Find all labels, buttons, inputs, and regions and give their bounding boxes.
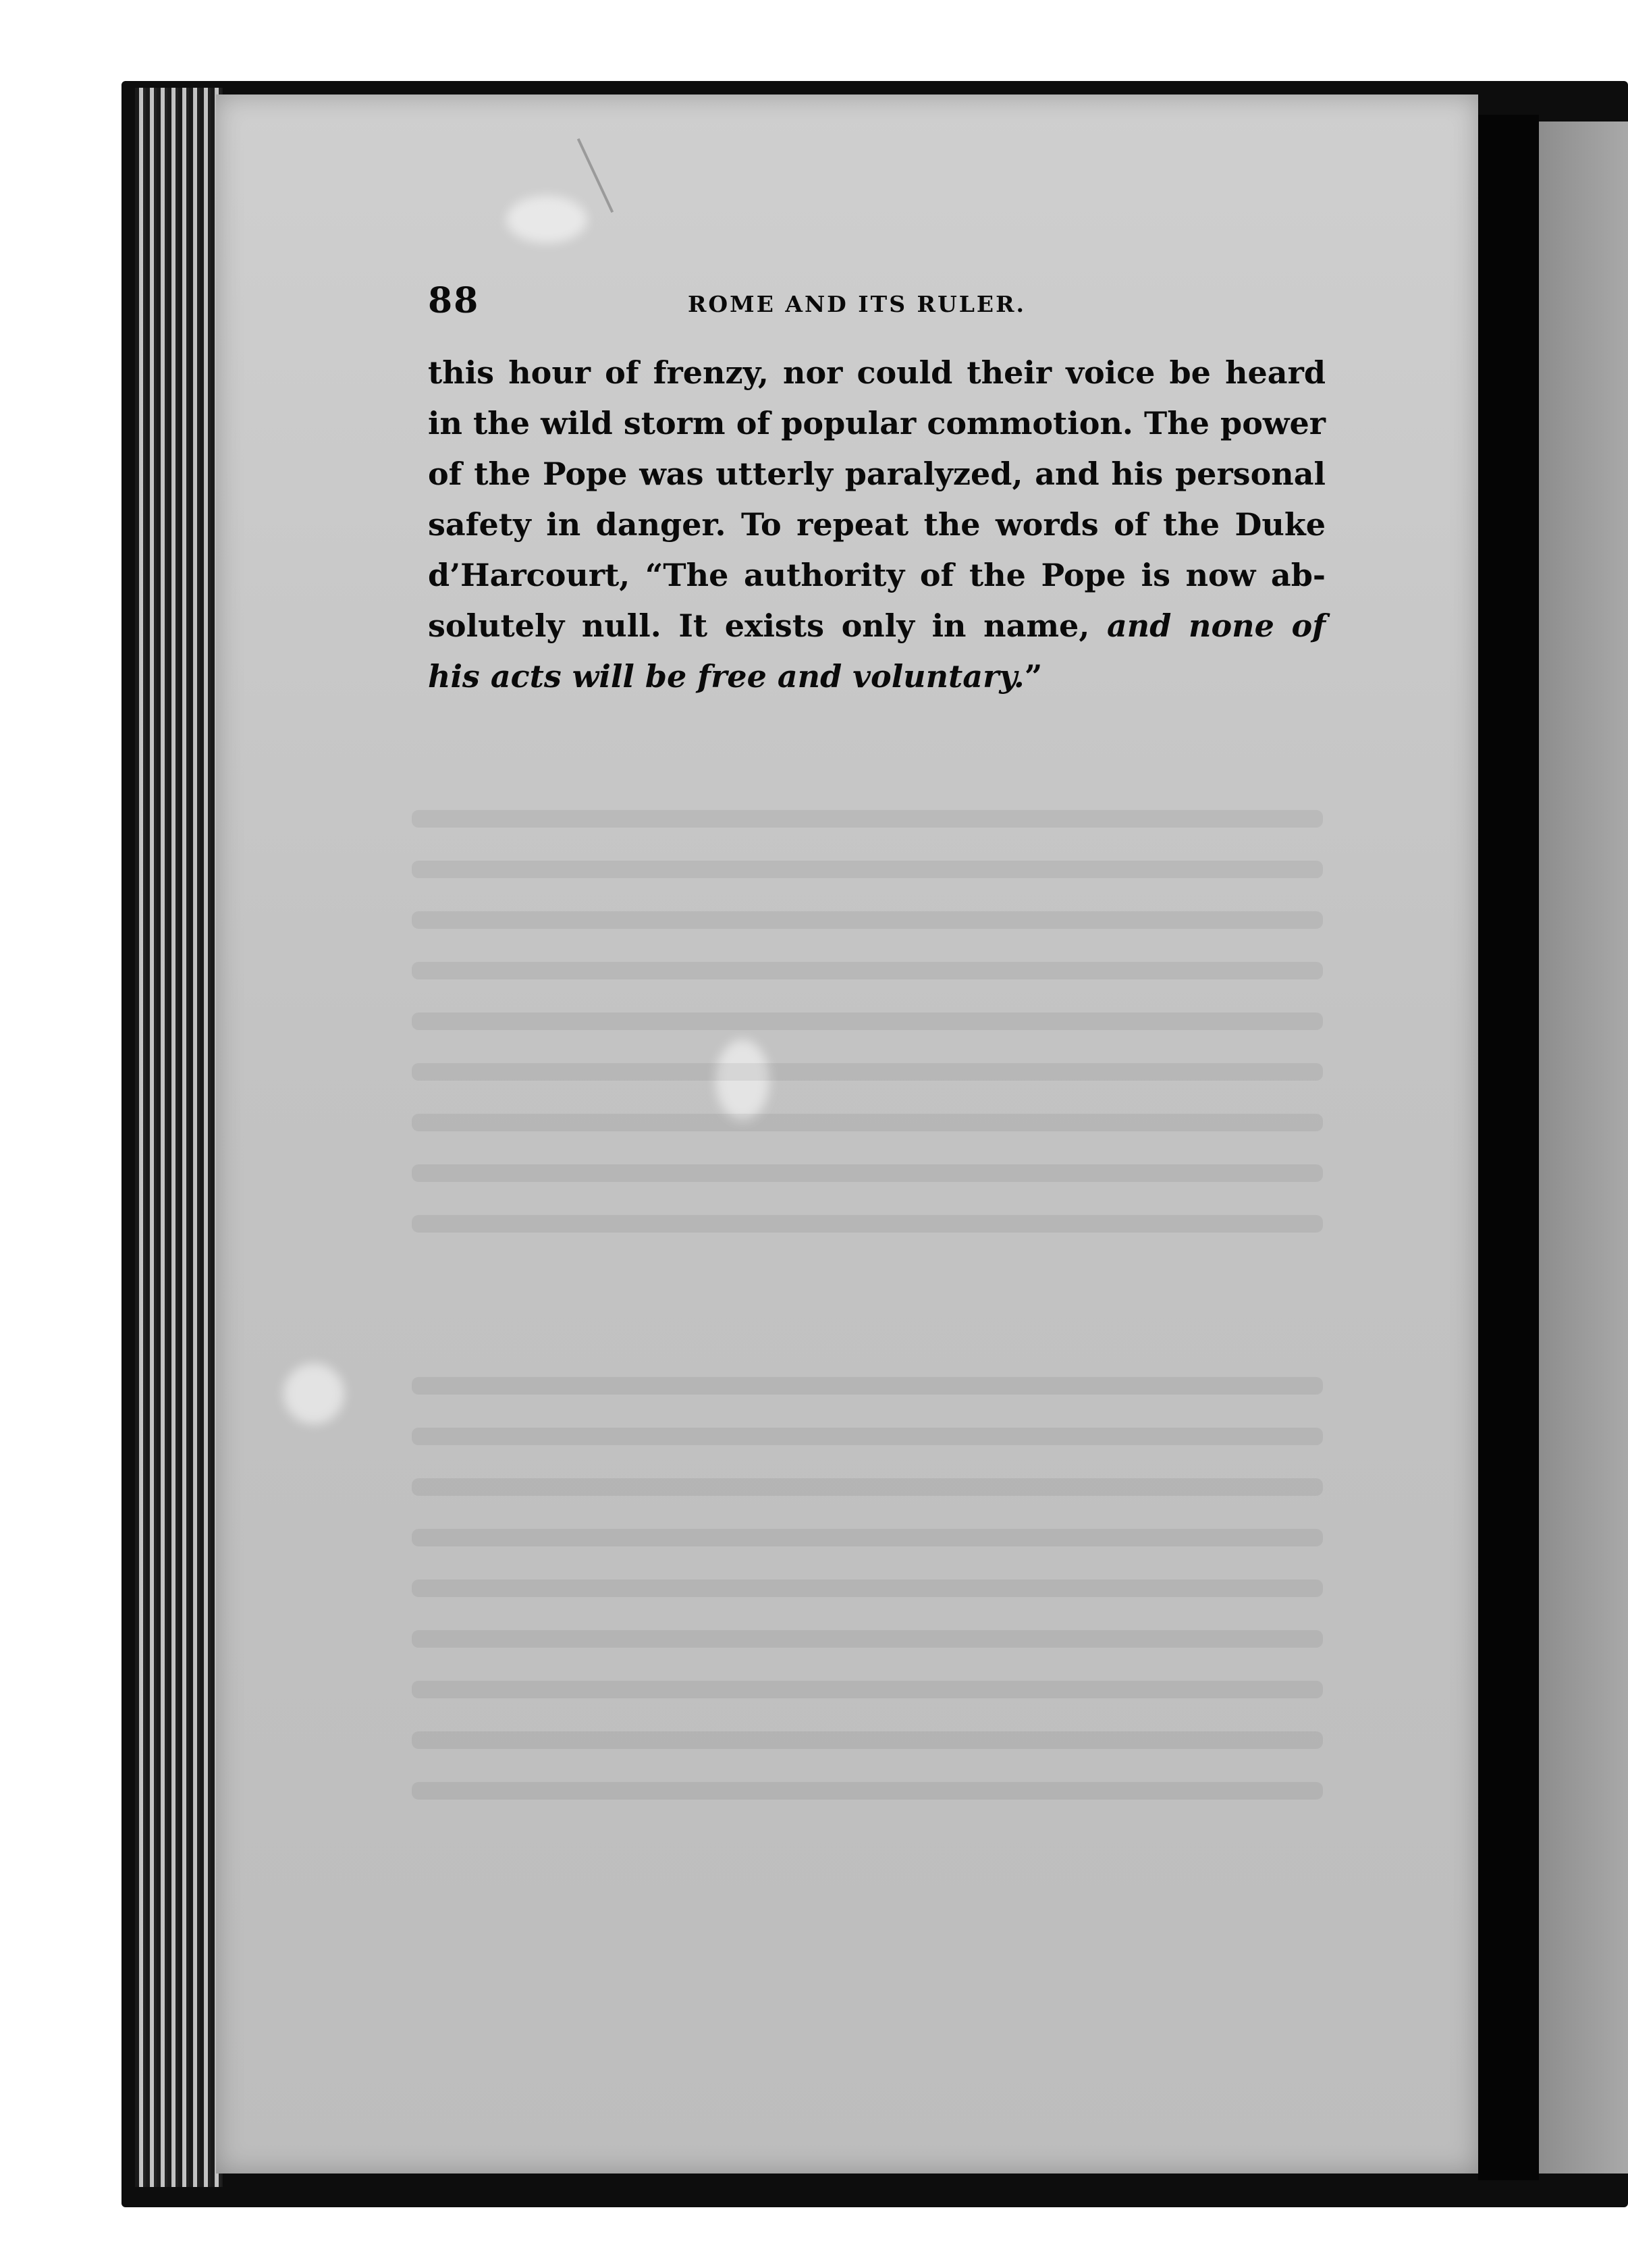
- text-roman: solutely null. It exists only in name,: [428, 608, 1107, 644]
- show-through-line: [412, 911, 1323, 929]
- text-line: [428, 651, 1326, 702]
- text-italic: and none of: [1107, 608, 1326, 644]
- film-scratch: [577, 138, 614, 213]
- text-line: [428, 601, 1326, 651]
- show-through-line: [412, 962, 1323, 979]
- show-through-line: [412, 1215, 1323, 1233]
- text-line: safety in danger. To repeat the words of the Duke: [428, 506, 1326, 543]
- text-line: of the Pope was utterly paralyzed, and his personal: [428, 456, 1326, 492]
- running-head-title: ROME AND ITS RULER.: [688, 291, 1027, 317]
- show-through-line: [412, 1630, 1323, 1648]
- light-speck: [506, 196, 587, 243]
- show-through-line: [412, 1063, 1323, 1081]
- show-through-line: [412, 810, 1323, 828]
- text-line: in the wild storm of popular commotion. The power: [428, 405, 1326, 441]
- show-through-line: [412, 1114, 1323, 1131]
- running-head: [428, 280, 1326, 321]
- closing-quote: ”: [1024, 658, 1043, 695]
- show-through-line: [412, 1377, 1323, 1395]
- show-through-line: [412, 1478, 1323, 1496]
- show-through-line: [412, 1580, 1323, 1597]
- text-line: d’Harcourt, “The authority of the Pope is now ab-: [428, 557, 1326, 593]
- show-through-line: [412, 1731, 1323, 1749]
- text-italic: his acts will be free and voluntary.: [428, 658, 1025, 695]
- page-number: 88: [428, 280, 480, 321]
- show-through-line: [412, 1681, 1323, 1698]
- page-edges: [135, 88, 223, 2187]
- light-speck: [283, 1364, 344, 1424]
- show-through-line: [412, 861, 1323, 878]
- body-paragraph: [428, 348, 1326, 702]
- show-through-line: [412, 1782, 1323, 1800]
- show-through-line: [412, 1013, 1323, 1030]
- text-line: this hour of frenzy, nor could their voice be heard: [428, 354, 1326, 391]
- show-through-line: [412, 1164, 1323, 1182]
- facing-page-edge: [1539, 122, 1628, 2174]
- show-through-line: [412, 1529, 1323, 1546]
- show-through-line: [412, 1428, 1323, 1445]
- book-spine-gutter: [1478, 115, 1539, 2180]
